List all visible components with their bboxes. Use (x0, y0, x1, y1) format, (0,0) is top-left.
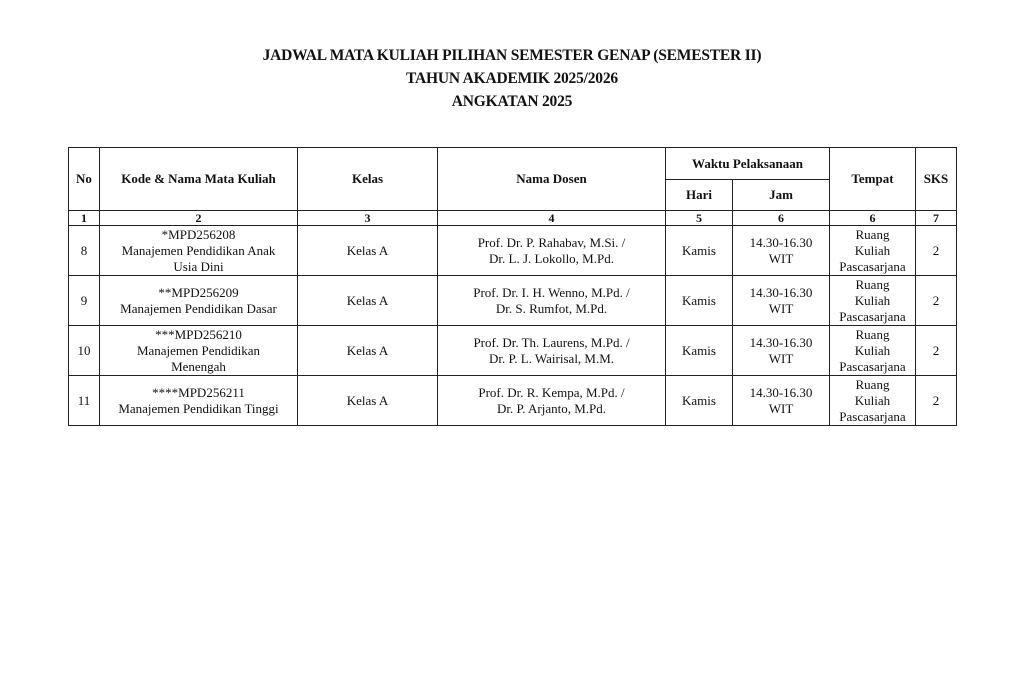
cell-day: Kamis (666, 376, 733, 426)
lecturer-line: Dr. P. L. Wairisal, M.M. (488, 350, 615, 366)
table-row (69, 276, 957, 326)
header-hour: Jam (733, 180, 830, 211)
header-day: Hari (666, 180, 733, 211)
column-number: 6 (830, 211, 916, 226)
cell-lecturer (438, 276, 666, 326)
cell-course (100, 276, 298, 326)
cell-no: 8 (69, 226, 100, 276)
course-code: ****MPD256211 (152, 384, 245, 400)
cell-day: Kamis (666, 226, 733, 276)
place-line: Ruang (855, 276, 890, 292)
time-zone: WIT (768, 300, 794, 316)
lecturer-line: Prof. Dr. I. H. Wenno, M.Pd. / (473, 284, 630, 300)
time-range: 14.30-16.30 (749, 284, 813, 300)
cell-time (733, 376, 830, 426)
cell-class: Kelas A (298, 326, 438, 376)
place-line: Ruang (855, 226, 890, 242)
header-sks: SKS (916, 148, 957, 211)
cell-course (100, 376, 298, 426)
place-line: Pascasarjana (839, 308, 906, 324)
lecturer-line: Dr. S. Rumfot, M.Pd. (495, 300, 608, 316)
column-number: 3 (298, 211, 438, 226)
cell-class: Kelas A (298, 376, 438, 426)
header-lecturer: Nama Dosen (438, 148, 666, 211)
place-line: Pascasarjana (839, 358, 906, 374)
cell-sks: 2 (916, 376, 957, 426)
document-title-block (0, 44, 1024, 113)
course-name-line: Manajemen Pendidikan (136, 342, 261, 358)
lecturer-line: Dr. P. Arjanto, M.Pd. (496, 400, 607, 416)
header-time-group: Waktu Pelaksanaan (666, 148, 830, 180)
document-title: JADWAL MATA KULIAH PILIHAN SEMESTER GENAP (SEMESTER II) (262, 47, 762, 64)
cell-lecturer (438, 376, 666, 426)
table-row (69, 326, 957, 376)
cell-time (733, 276, 830, 326)
header-course: Kode & Nama Mata Kuliah (100, 148, 298, 211)
cell-course (100, 326, 298, 376)
time-range: 14.30-16.30 (749, 234, 813, 250)
cell-lecturer (438, 326, 666, 376)
cell-time (733, 226, 830, 276)
column-number: 5 (666, 211, 733, 226)
cell-place (830, 326, 916, 376)
lecturer-line: Dr. L. J. Lokollo, M.Pd. (489, 250, 614, 266)
place-line: Pascasarjana (839, 408, 906, 424)
time-range: 14.30-16.30 (749, 334, 813, 350)
column-number: 2 (100, 211, 298, 226)
place-line: Kuliah (854, 392, 891, 408)
column-number: 1 (69, 211, 100, 226)
lecturer-line: Prof. Dr. R. Kempa, M.Pd. / (478, 384, 625, 400)
cell-course (100, 226, 298, 276)
table-row (69, 376, 957, 426)
column-number: 7 (916, 211, 957, 226)
header-class: Kelas (298, 148, 438, 211)
cell-lecturer (438, 226, 666, 276)
cohort: ANGKATAN 2025 (451, 93, 573, 110)
place-line: Ruang (855, 376, 890, 392)
cell-class: Kelas A (298, 276, 438, 326)
cell-class: Kelas A (298, 226, 438, 276)
cell-sks: 2 (916, 326, 957, 376)
cell-place (830, 276, 916, 326)
header-no: No (69, 148, 100, 211)
cell-sks: 2 (916, 226, 957, 276)
place-line: Pascasarjana (839, 258, 906, 274)
cell-day: Kamis (666, 326, 733, 376)
cell-no: 11 (69, 376, 100, 426)
cell-time (733, 326, 830, 376)
course-name-line: Manajemen Pendidikan Tinggi (118, 400, 279, 416)
table-row (69, 226, 957, 276)
course-name-line: Usia Dini (173, 258, 224, 274)
cell-no: 9 (69, 276, 100, 326)
column-number: 4 (438, 211, 666, 226)
course-code: ***MPD256210 (155, 326, 242, 342)
column-number-row (69, 211, 957, 226)
header-row (69, 148, 957, 180)
cell-place (830, 376, 916, 426)
academic-year: TAHUN AKADEMIK 2025/2026 (406, 70, 618, 87)
schedule-table (68, 147, 957, 426)
lecturer-line: Prof. Dr. Th. Laurens, M.Pd. / (473, 334, 630, 350)
place-line: Ruang (855, 326, 890, 342)
course-name-line: Manajemen Pendidikan Dasar (120, 300, 277, 316)
place-line: Kuliah (854, 342, 891, 358)
course-code: **MPD256209 (158, 284, 239, 300)
cell-place (830, 226, 916, 276)
course-code: *MPD256208 (161, 226, 236, 242)
time-zone: WIT (768, 250, 794, 266)
course-name-line: Menengah (171, 358, 226, 374)
time-range: 14.30-16.30 (749, 384, 813, 400)
cell-no: 10 (69, 326, 100, 376)
place-line: Kuliah (854, 292, 891, 308)
lecturer-line: Prof. Dr. P. Rahabav, M.Si. / (477, 234, 626, 250)
header-place: Tempat (830, 148, 916, 211)
time-zone: WIT (768, 400, 794, 416)
time-zone: WIT (768, 350, 794, 366)
course-name-line: Manajemen Pendidikan Anak (121, 242, 276, 258)
cell-day: Kamis (666, 276, 733, 326)
cell-sks: 2 (916, 276, 957, 326)
place-line: Kuliah (854, 242, 891, 258)
column-number: 6 (733, 211, 830, 226)
